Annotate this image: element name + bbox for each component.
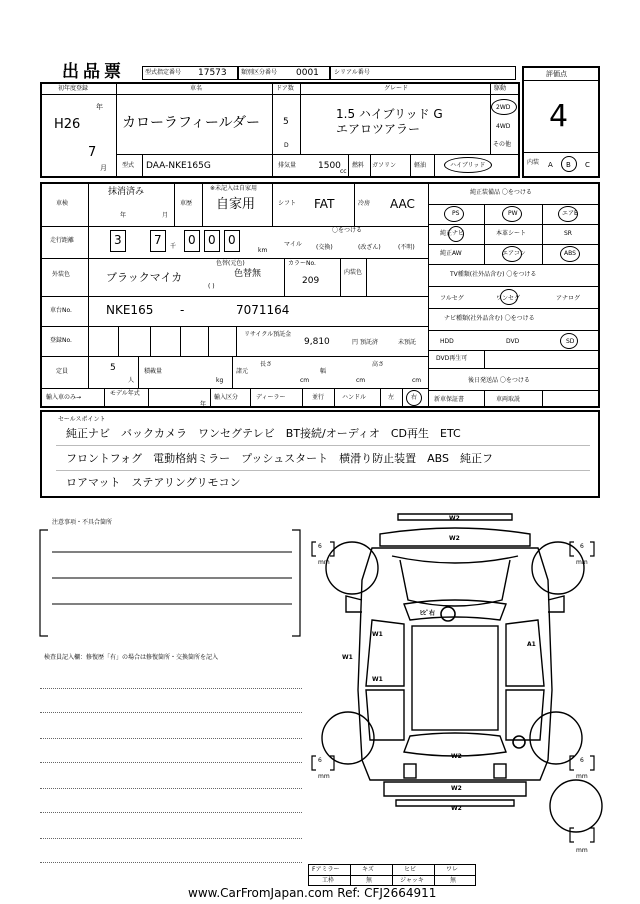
chassis-label: 車台No. bbox=[50, 307, 72, 314]
tire-fr-mm: mm bbox=[576, 559, 588, 566]
interior-b: B bbox=[566, 161, 571, 169]
height-cm: cm bbox=[412, 377, 422, 384]
mark-w2-rear2: W2 bbox=[451, 785, 462, 792]
km-unit: km bbox=[258, 247, 268, 254]
odo-unknown: (不明) bbox=[398, 244, 415, 251]
docs-title: 後日発送品 〇をつける bbox=[468, 377, 530, 384]
interior-label: 内装 bbox=[527, 159, 540, 166]
mileage-digit-4: 0 bbox=[208, 233, 216, 247]
shift-value: FAT bbox=[314, 197, 335, 211]
width-cm: cm bbox=[356, 377, 366, 384]
sales-line-1: 純正ナビ バックカメラ ワンセグテレビ BT接続/オーディオ CD再生 ETC bbox=[66, 427, 461, 440]
mark-w1-c: W1 bbox=[372, 676, 383, 683]
shift-label: シフト bbox=[278, 200, 297, 207]
ws-value-4: 無 bbox=[450, 877, 457, 884]
length-label: 長さ bbox=[260, 361, 273, 368]
mark-w1-b: W1 bbox=[342, 654, 353, 661]
exterior-value: ブラックマイカ bbox=[106, 271, 183, 284]
mileage-digit-1: 3 bbox=[114, 233, 122, 247]
color-no-value: 209 bbox=[302, 276, 320, 286]
ws-value-2: 無 bbox=[366, 877, 373, 884]
tire-fr: 6 bbox=[580, 543, 584, 550]
model-code-label: 型式指定番号 bbox=[145, 69, 182, 76]
inspector-label: 検査員記入欄：修復歴「有」の場合は修復箇所・交換箇所を記入 bbox=[44, 654, 219, 661]
mileage-digit-5: 0 bbox=[228, 233, 236, 247]
ws-header-1: Fアミラー bbox=[312, 866, 340, 873]
tire-fl-mm: mm bbox=[318, 559, 330, 566]
ws-value-1: 工枠 bbox=[322, 877, 335, 884]
ws-header-2: キズ bbox=[362, 866, 374, 873]
equip-aw: 純正AW bbox=[440, 250, 462, 257]
usage-label: 車歴 bbox=[180, 200, 193, 207]
doors-label: ドア数 bbox=[276, 85, 294, 92]
serial-label: シリアル番号 bbox=[334, 69, 370, 76]
import-label: 輸入車のみ→ bbox=[46, 394, 82, 401]
grade-line1: 1.5 ハイブリッド G bbox=[336, 107, 443, 121]
ws-header-4: ワレ bbox=[446, 866, 459, 873]
capacity-label: 定員 bbox=[56, 368, 69, 375]
nav-sd: SD bbox=[566, 338, 575, 345]
length-cm: cm bbox=[300, 377, 310, 384]
mark-w2-top: W2 bbox=[449, 515, 460, 522]
car-name-value: カローラフィールダー bbox=[122, 115, 261, 131]
tire-fl: 6 bbox=[318, 543, 322, 550]
tire-rr: 6 bbox=[580, 757, 584, 764]
dvd-play: DVD再生可 bbox=[436, 355, 468, 362]
fuel-diesel: 軽油 bbox=[414, 162, 427, 169]
equip-sr: SR bbox=[564, 230, 572, 237]
equip-airbag: エアB bbox=[562, 210, 579, 217]
aircon-label: 冷房 bbox=[358, 200, 371, 207]
tire-rl-mm: mm bbox=[318, 773, 330, 780]
recycle-value: 9,810 bbox=[304, 337, 330, 347]
model-code-value: 17573 bbox=[198, 68, 227, 78]
odo-exchanged: (交換) bbox=[316, 244, 333, 251]
grade-line2: エアロツアラー bbox=[336, 122, 421, 136]
mark-w2-rear1: W2 bbox=[451, 753, 462, 760]
drive-4wd: 4WD bbox=[496, 123, 511, 130]
sales-label: セールスポイント bbox=[58, 416, 106, 423]
recycle-paid: 預託済 bbox=[360, 339, 379, 346]
inspection-value: 抹消済み bbox=[108, 187, 145, 197]
color-changed-label: 色替(元色) bbox=[216, 260, 245, 267]
equip-nav: 純正ナビ bbox=[440, 230, 465, 237]
inspection-year-unit: 年 bbox=[120, 212, 127, 219]
dealer-option: ディーラー bbox=[256, 394, 286, 401]
recycle-unpaid: 未預託 bbox=[398, 339, 417, 346]
color-changed-paren: ( ) bbox=[208, 283, 215, 290]
mileage-label: 走行距離 bbox=[50, 237, 75, 244]
reg-label: 登録No. bbox=[50, 337, 72, 344]
width-label: 幅 bbox=[320, 368, 327, 375]
tv-oneseg: ワンセグ bbox=[496, 295, 521, 302]
fuel-gas: ガソリン bbox=[372, 162, 397, 169]
nav-hdd: HDD bbox=[440, 338, 454, 345]
aircon-value: AAC bbox=[390, 197, 415, 211]
class-code-label: 類別区分番号 bbox=[241, 69, 278, 76]
recycle-unit: 円 bbox=[352, 339, 359, 346]
type-label: 型式 bbox=[122, 162, 135, 169]
handle-label: ハンドル bbox=[342, 394, 367, 401]
docs-manual: 車両取説 bbox=[496, 396, 521, 403]
displacement-value: 1500 bbox=[318, 161, 341, 171]
dim-label: 諸元 bbox=[236, 368, 249, 375]
usage-value: 自家用 bbox=[216, 197, 256, 212]
car-name-label: 車名 bbox=[190, 85, 203, 92]
nav-dvd: DVD bbox=[506, 338, 520, 345]
mileage-circle-note: 〇をつける bbox=[332, 227, 363, 234]
equip-pw: PW bbox=[508, 210, 518, 217]
mark-a1: A1 bbox=[527, 641, 536, 648]
grade-label: グレード bbox=[384, 85, 409, 92]
mileage-digit-3: 0 bbox=[188, 233, 196, 247]
color-no-label: カラーNo. bbox=[288, 260, 316, 267]
tire-rl: 6 bbox=[318, 757, 322, 764]
usage-note: ※未記入は自家用 bbox=[210, 185, 258, 192]
chassis-dash: - bbox=[180, 303, 185, 317]
recycle-label: リサイクル預託金 bbox=[244, 331, 292, 338]
displacement-label: 排気量 bbox=[278, 162, 297, 169]
equip-leather: 本革シート bbox=[496, 230, 527, 237]
docs-warranty: 新車保証書 bbox=[434, 396, 465, 403]
type-value: DAA-NKE165G bbox=[146, 161, 211, 171]
drive-label: 駆動 bbox=[494, 85, 507, 92]
kg-unit: kg bbox=[216, 377, 224, 384]
chassis-prefix: NKE165 bbox=[106, 303, 154, 317]
spare-tire-mm: mm bbox=[576, 847, 588, 854]
interior-color-label: 内装色 bbox=[344, 269, 363, 276]
model-year-label: モデル年式 bbox=[110, 390, 140, 397]
tv-fullseg: フルセグ bbox=[440, 295, 464, 302]
handle-right: 右 bbox=[411, 394, 418, 401]
nav-title: ナビ種類(社外品含む) 〇をつける bbox=[444, 315, 535, 322]
tv-title: TV種類(社外品含む) 〇をつける bbox=[450, 271, 537, 278]
drive-other: その他 bbox=[493, 141, 512, 148]
cc-unit: cc bbox=[340, 168, 347, 175]
doors-value: 5 bbox=[283, 117, 289, 127]
exterior-label: 外装色 bbox=[52, 271, 71, 278]
sales-line-2: フロントフォグ 電動格納ミラー プッシュスタート 横滑り防止装置 ABS 純正フ bbox=[66, 452, 493, 465]
tire-rr-mm: mm bbox=[576, 773, 588, 780]
mileage-digit-2: 7 bbox=[154, 233, 162, 247]
mark-w2-bottom: W2 bbox=[451, 805, 462, 812]
equip-aircon: エアコン bbox=[502, 250, 526, 257]
form-title: 出品票 bbox=[62, 62, 125, 82]
height-label: 高さ bbox=[372, 361, 385, 368]
first-reg-month: 7 bbox=[88, 145, 97, 160]
mile-label: マイル bbox=[284, 241, 302, 248]
import-type-label: 輸入区分 bbox=[214, 394, 239, 401]
equip-abs: ABS bbox=[564, 250, 576, 257]
ws-value-3: ジャッキ bbox=[400, 877, 424, 884]
parallel-option: 並行 bbox=[312, 394, 325, 401]
fuel-label: 燃料 bbox=[352, 162, 365, 169]
first-reg-label: 初年度登録 bbox=[58, 85, 89, 92]
interior-c: C bbox=[585, 161, 590, 169]
load-label: 積載量 bbox=[144, 368, 163, 375]
footer-ref: www.CarFromJapan.com Ref: CFJ2664911 bbox=[188, 886, 437, 900]
capacity-value: 5 bbox=[110, 363, 116, 373]
mark-w1-a: W1 bbox=[372, 631, 383, 638]
door-type: D bbox=[284, 142, 289, 149]
mark-hibi: ﾋﾋﾞ右 bbox=[420, 610, 436, 617]
model-year-unit: 年 bbox=[200, 401, 207, 408]
caution-label: 注意事項・不具合箇所 bbox=[52, 519, 113, 526]
odo-tampered: (改ざん) bbox=[358, 244, 381, 251]
month-unit: 月 bbox=[100, 164, 107, 172]
first-reg-year: H26 bbox=[54, 117, 81, 132]
mark-w2-front: W2 bbox=[449, 535, 460, 542]
tv-analog: アナログ bbox=[556, 295, 581, 302]
inspection-label: 車検 bbox=[56, 200, 69, 207]
equipment-title: 純正装備品 〇をつける bbox=[470, 189, 532, 196]
sales-line-3: ロアマット ステアリングリモコン bbox=[66, 476, 241, 489]
inspection-month-unit: 月 bbox=[162, 212, 169, 219]
equip-ps: PS bbox=[452, 210, 460, 217]
color-changed-value: 色替無 bbox=[234, 269, 262, 279]
ws-header-3: ヒビ bbox=[404, 866, 417, 873]
fuel-hybrid: ハイブリッド bbox=[450, 162, 486, 169]
year-unit: 年 bbox=[96, 103, 103, 111]
class-code-value: 0001 bbox=[296, 68, 319, 78]
drive-2wd: 2WD bbox=[496, 104, 511, 111]
thousand-unit: 千 bbox=[170, 243, 177, 250]
person-unit: 人 bbox=[128, 377, 135, 384]
handle-left: 左 bbox=[388, 394, 395, 401]
chassis-no: 7071164 bbox=[236, 303, 290, 317]
score-label: 評価点 bbox=[546, 70, 567, 78]
score-value: 4 bbox=[549, 99, 569, 134]
interior-a: A bbox=[548, 161, 553, 169]
